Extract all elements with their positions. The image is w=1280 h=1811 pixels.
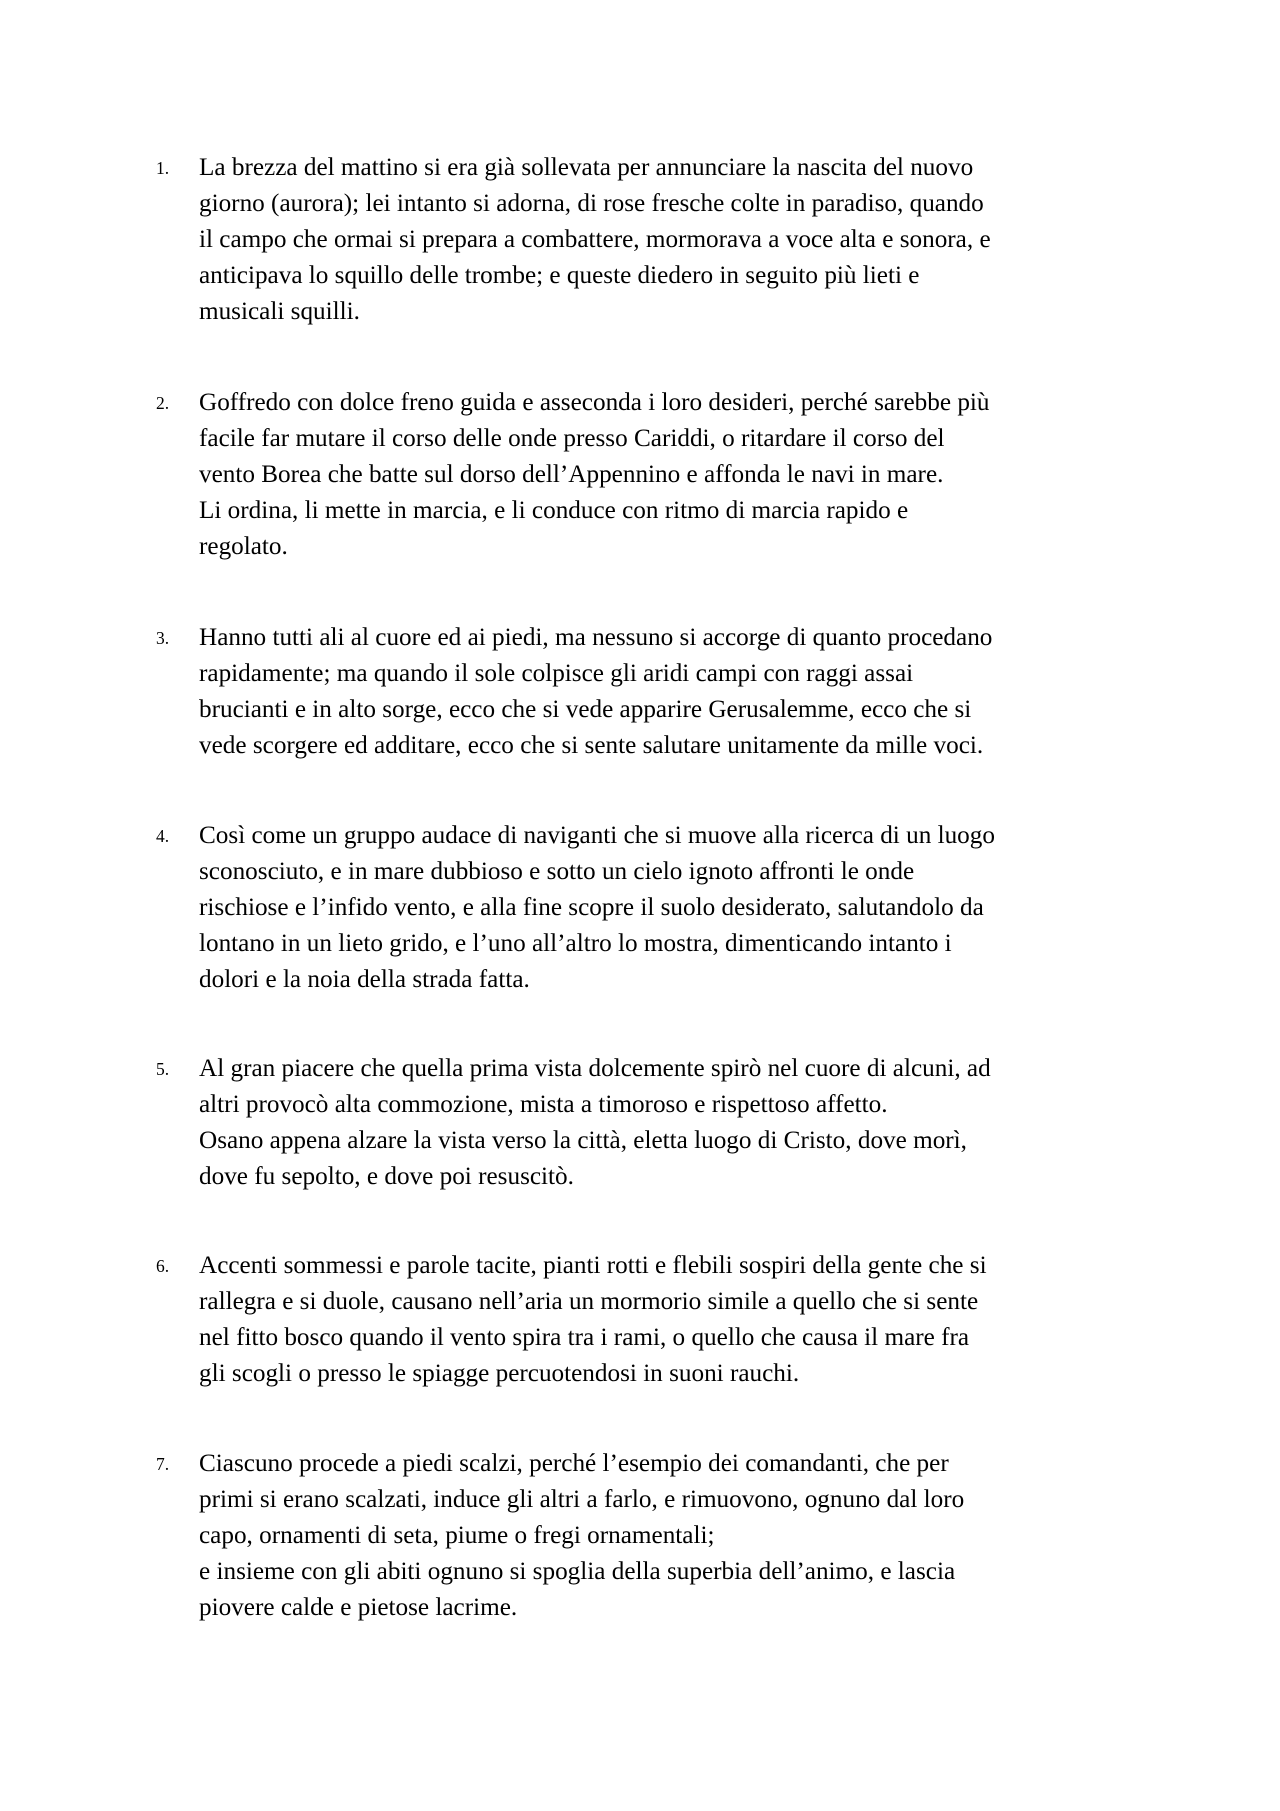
text-line: Accenti sommessi e parole tacite, pianti rotti e flebili sospiri della gente che si bbox=[199, 1252, 987, 1279]
text-line: Osano appena alzare la vista verso la città, eletta luogo di Cristo, dove morì, bbox=[199, 1127, 967, 1154]
list-item-number: 4. bbox=[156, 826, 170, 846]
text-line: La brezza del mattino si era già sollevata per annunciare la nascita del nuovo bbox=[199, 154, 974, 181]
text-line: vede scorgere ed additare, ecco che si sente salutare unitamente da mille voci. bbox=[199, 732, 984, 759]
text-line: sconosciuto, e in mare dubbioso e sotto un cielo ignoto affronti le onde bbox=[199, 858, 915, 885]
text-line: brucianti e in alto sorge, ecco che si vede apparire Gerusalemme, ecco che si bbox=[199, 696, 972, 723]
list-item-text bbox=[199, 620, 1164, 764]
list-item-text bbox=[199, 1248, 1164, 1392]
text-line: regolato. bbox=[199, 533, 288, 560]
text-line: altri provocò alta commozione, mista a timoroso e rispettoso affetto. bbox=[199, 1091, 888, 1118]
text-line: dove fu sepolto, e dove poi resuscitò. bbox=[199, 1163, 574, 1190]
list-item-number: 5. bbox=[156, 1059, 170, 1079]
text-line: vento Borea che batte sul dorso dell’Appennino e affonda le navi in mare. bbox=[199, 461, 944, 488]
text-line: primi si erano scalzati, induce gli altri a farlo, e rimuovono, ognuno dal loro bbox=[199, 1486, 965, 1513]
list-item-text bbox=[199, 385, 1164, 565]
text-line: Così come un gruppo audace di naviganti che si muove alla ricerca di un luogo bbox=[199, 822, 995, 849]
text-line: e insieme con gli abiti ognuno si spoglia della superbia dell’animo, e lascia bbox=[199, 1558, 956, 1585]
list-item-number: 3. bbox=[156, 628, 170, 648]
text-line: rapidamente; ma quando il sole colpisce gli aridi campi con raggi assai bbox=[199, 660, 914, 687]
text-line: piovere calde e pietose lacrime. bbox=[199, 1594, 518, 1621]
text-line: Goffredo con dolce freno guida e asseconda i loro desideri, perché sarebbe più bbox=[199, 389, 990, 416]
list-item-number: 1. bbox=[156, 158, 170, 178]
list-item-number: 2. bbox=[156, 393, 170, 413]
list-item-number: 7. bbox=[156, 1454, 170, 1474]
list-item-text bbox=[199, 1446, 1164, 1626]
text-line: giorno (aurora); lei intanto si adorna, di rose fresche colte in paradiso, quando bbox=[199, 190, 984, 217]
text-line: musicali squilli. bbox=[199, 298, 360, 325]
text-line: facile far mutare il corso delle onde presso Cariddi, o ritardare il corso del bbox=[199, 425, 945, 452]
text-line: Li ordina, li mette in marcia, e li conduce con ritmo di marcia rapido e bbox=[199, 497, 909, 524]
text-line: gli scogli o presso le spiagge percuotendosi in suoni rauchi. bbox=[199, 1360, 800, 1387]
text-line: Al gran piacere che quella prima vista dolcemente spirò nel cuore di alcuni, ad bbox=[199, 1055, 991, 1082]
text-line: capo, ornamenti di seta, piume o fregi ornamentali; bbox=[199, 1522, 715, 1549]
text-line: dolori e la noia della strada fatta. bbox=[199, 966, 530, 993]
text-line: Ciascuno procede a piedi scalzi, perché l’esempio dei comandanti, che per bbox=[199, 1450, 949, 1477]
text-line: il campo che ormai si prepara a combattere, mormorava a voce alta e sonora, e bbox=[199, 226, 991, 253]
text-line: rallegra e si duole, causano nell’aria un mormorio simile a quello che si sente bbox=[199, 1288, 979, 1315]
text-line: anticipava lo squillo delle trombe; e queste diedero in seguito più lieti e bbox=[199, 262, 920, 289]
text-line: rischiose e l’infido vento, e alla fine scopre il suolo desiderato, salutandolo da bbox=[199, 894, 984, 921]
text-line: nel fitto bosco quando il vento spira tra i rami, o quello che causa il mare fra bbox=[199, 1324, 970, 1351]
list-item-text bbox=[199, 150, 1164, 330]
text-line: Hanno tutti ali al cuore ed ai piedi, ma nessuno si accorge di quanto procedano bbox=[199, 624, 993, 651]
list-item-text bbox=[199, 818, 1164, 998]
list-item-text bbox=[199, 1051, 1164, 1195]
list-item-number: 6. bbox=[156, 1256, 170, 1276]
text-line: lontano in un lieto grido, e l’uno all’altro lo mostra, dimenticando intanto i bbox=[199, 930, 952, 957]
